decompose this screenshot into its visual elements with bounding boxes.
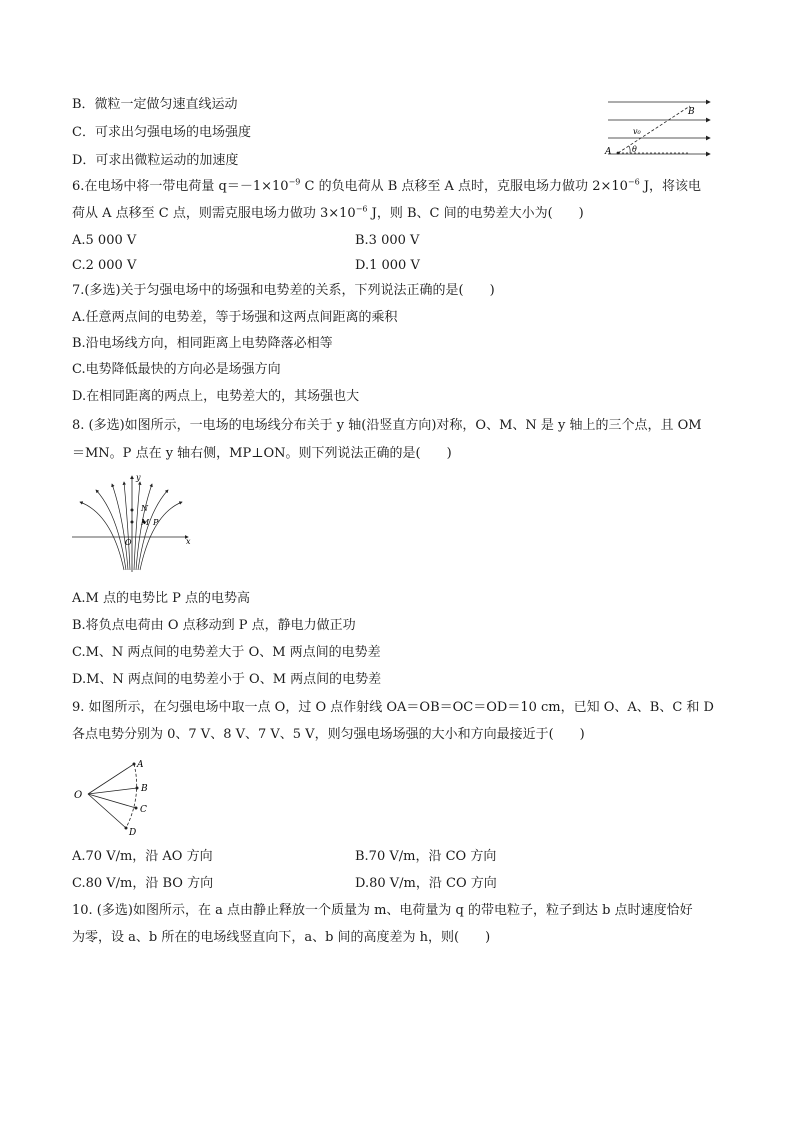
- q9-ray-figure: [70, 756, 160, 840]
- angle-arc: [629, 146, 630, 153]
- point-m: [131, 521, 134, 524]
- ray-oc: [88, 794, 136, 808]
- ray-od: [88, 794, 126, 828]
- q10-stem-line1: 10. (多选)如图所示，在 a 点由静止释放一个质量为 m、电荷量为 q 的带电粒子，粒子到达 b 点时速度恰好: [72, 903, 693, 918]
- label-p: P: [153, 518, 159, 527]
- q6-stem-line1: 6.在电场中将一带电荷量 $q=-1\times 10^{-9}$ C 的负电荷从 B 点移至 A 点时，克服电场力做功 $2\times 10^{-6}$ J，将该电: [72, 177, 702, 194]
- q9-option-d: D.80 V/m，沿 CO 方向: [355, 876, 497, 891]
- q7-option-a: A.任意两点间的电势差，等于场强和这两点间距离的乘积: [72, 310, 398, 325]
- label-n: N: [141, 504, 148, 513]
- point-b: [136, 787, 139, 790]
- q6-option-b: B.3 000 V: [355, 233, 420, 248]
- q7-option-c: C.电势降低最快的方向必是场强方向: [72, 362, 281, 377]
- q7-option-b: B.沿电场线方向，相同距离上电势降落必相等: [72, 336, 333, 351]
- field-line: [80, 502, 124, 570]
- label-a: A: [137, 760, 144, 770]
- label-m: M: [141, 518, 150, 527]
- q9-option-a: A.70 V/m，沿 AO 方向: [72, 849, 213, 864]
- label-y: y: [136, 474, 141, 482]
- q5-field-figure: [600, 96, 718, 162]
- label-d: D: [129, 828, 137, 838]
- q8-option-b: B.将负点电荷由 O 点移动到 P 点，静电力做正功: [72, 618, 356, 633]
- label-b: B: [688, 107, 695, 117]
- label-b: B: [141, 784, 148, 794]
- q8-stem-line2: ＝MN。P 点在 y 轴右侧，MP⊥ON。则下列说法正确的是( ): [72, 446, 452, 461]
- label-v0: v₀: [633, 127, 641, 136]
- q9-stem-line1: 9. 如图所示，在匀强电场中取一点 O，过 O 点作射线 OA＝OB＝OC＝OD＝10 cm，已知 O、A、B、C 和 D: [72, 700, 714, 715]
- q7-stem: 7.(多选)关于匀强电场中的场强和电势差的关系，下列说法正确的是( ): [72, 283, 495, 298]
- field-line: [138, 490, 168, 570]
- q6-stem-line2: 荷从 A 点移至 C 点，则需克服电场力做功 $3\times 10^{-6}$ J，则 B、C 间的电势差大小为( ): [72, 204, 584, 221]
- q9-stem-line2: 各点电势分别为 0、7 V、8 V、7 V、5 V，则匀强电场场强的大小和方向最接近于( ): [72, 727, 585, 742]
- point-a: [617, 152, 620, 155]
- q6-option-d: D.1 000 V: [355, 258, 420, 273]
- q8-option-a: A.M 点的电势比 P 点的电势高: [72, 591, 250, 606]
- label-o: O: [125, 538, 132, 547]
- label-x: x: [186, 537, 191, 546]
- label-o: O: [74, 790, 83, 801]
- trajectory-line: [618, 106, 690, 153]
- arc-dashed: [126, 764, 137, 828]
- q6-option-c: C.2 000 V: [72, 258, 137, 273]
- q6-option-a: A.5 000 V: [72, 233, 137, 248]
- q8-option-d: D.M、N 两点间的电势差小于 O、M 两点间的电势差: [72, 672, 382, 687]
- q10-stem-line2: 为零，设 a、b 所在的电场线竖直向下，a、b 间的高度差为 h，则( ): [72, 930, 491, 945]
- q8-field-figure: [70, 474, 194, 574]
- point-n: [131, 509, 134, 512]
- q9-option-c: C.80 V/m，沿 BO 方向: [72, 876, 214, 891]
- label-c: C: [140, 805, 147, 815]
- field-line: [96, 490, 126, 570]
- label-theta: θ: [632, 145, 637, 154]
- q5-option-c: C．可求出匀强电场的电场强度: [72, 125, 251, 140]
- q5-option-b: B．微粒一定做匀速直线运动: [72, 97, 238, 112]
- point-a: [133, 763, 136, 766]
- q5-option-d: D．可求出微粒运动的加速度: [72, 153, 239, 168]
- q9-option-b: B.70 V/m，沿 CO 方向: [355, 849, 497, 864]
- q7-option-d: D.在相同距离的两点上，电势差大的，其场强也大: [72, 389, 360, 404]
- point-d: [125, 827, 128, 830]
- q8-option-c: C.M、N 两点间的电势差大于 O、M 两点间的电势差: [72, 645, 381, 660]
- point-c: [135, 807, 138, 810]
- label-a: A: [605, 147, 612, 157]
- q8-stem-line1: 8. (多选)如图所示，一电场的电场线分布关于 y 轴(沿竖直方向)对称，O、M、N 是 y 轴上的三个点，且 OM: [72, 418, 702, 433]
